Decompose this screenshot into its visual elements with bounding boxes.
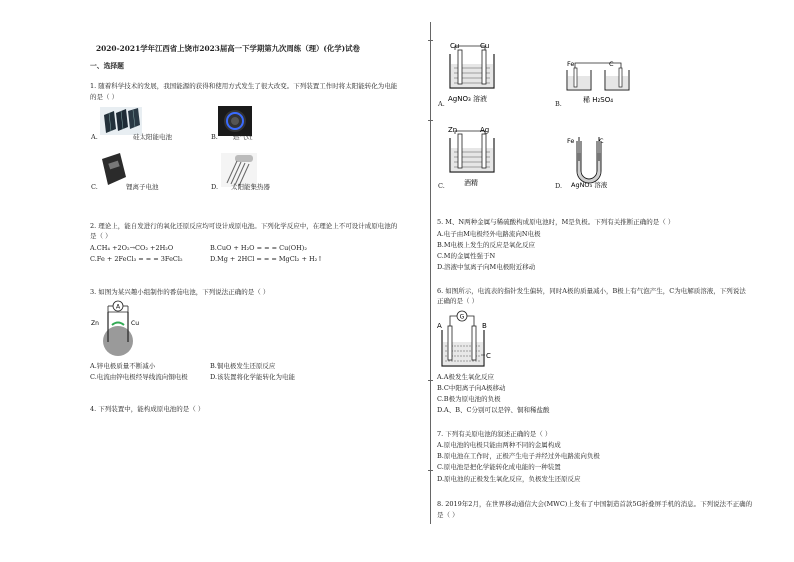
q4-c-electrode2: Ag [480,126,490,134]
q1-option-a: 硅太阳能电池 [133,133,172,141]
q3-option-a: A.锌电极质量不断减小 [90,362,156,370]
q4-stem: 4. 下列装置中，能构成原电池的是（ ） [90,405,205,413]
q4-c-electrode1: Zn [448,126,458,134]
document-title: 2020-2021学年江西省上饶市2023届高一下学期第九次周练（理）(化学)试卷 [96,44,360,53]
divider-tick [428,380,433,381]
q7-option-a: A.原电池的电极只能由两种不同的金属构成 [437,441,561,449]
q3-option-b: B.铜电极发生还原反应 [210,362,276,370]
q2-option-c: C.Fe + 2FeCl₃ = = = 3FeCl₂ [90,255,183,263]
q4-c-solution: 酒精 [464,179,478,187]
q1-option-c: 锂离子电池 [126,183,159,191]
q6-electrolyte-c-label: C [486,352,491,360]
q5-stem: 5. M、N两种金属与稀硫酸构成原电池时，M是负极。下列有关推断正确的是（ ） [437,218,675,226]
q6-option-c: C.B极为原电池的负极 [437,395,501,403]
q1-option-d-letter: D. [211,183,219,191]
q6-stem-line2: 正确的是（ ） [437,297,479,305]
q1-option-d: 太阳能集热器 [231,183,270,191]
gas-stove-image [218,106,252,136]
q4-beaker-c [446,123,506,191]
q2-option-d: D.Mg + 2HCl = = = MgCl₂ + H₂↑ [210,255,323,263]
q4-u-tube-d [565,135,625,190]
q2-stem-line2: 是（ ） [90,232,112,240]
q4-a-electrode1: Cu [450,42,460,50]
q7-option-c: C.原电池是把化学能转化成电能的一种装置 [437,463,561,471]
q1-option-a-letter: A. [91,133,98,141]
q6-option-d: D.A、B、C分别可以是锌、铜和稀盐酸 [437,406,550,414]
q4-b-electrode2: C [609,60,614,68]
q1-option-b: 燃气灶 [233,133,253,141]
q6-option-a: A.A极发生氧化反应 [437,373,494,381]
q5-option-c: C.M的金属性强于N [437,252,496,260]
q8-stem-line1: 8. 2019年2月，在世界移动通信大会(MWC)上发布了中国制造首款5G折叠屏手机的消息。下列说法不正确的 [437,500,753,508]
section-heading: 一、选择题 [90,62,124,70]
q1-stem-line2: 的是（ ） [90,93,119,101]
q3-option-c: C.电流由锌电极经导线流向铜电极 [90,373,188,381]
q3-option-d: D.该装置将化学能转化为电能 [210,373,296,381]
galvanometer-label: G [459,313,465,321]
q4-b-electrode1: Fe [567,60,575,68]
q8-stem-line2: 是（ ） [437,511,459,519]
q1-option-b-letter: B. [211,133,218,141]
q6-electrode-b-label: B [482,322,487,330]
q7-option-b: B.原电池在工作时，正极产生电子并经过外电路流向负极 [437,452,600,460]
q6-electrode-a-label: A [437,322,442,330]
q1-option-c-letter: C. [91,183,98,191]
divider-tick [428,470,433,471]
q4-a-electrode2: Cu [480,42,490,50]
q5-option-d: D.溶液中氢离子向M电极附近移动 [437,263,536,271]
q6-galvanic-cell-diagram [437,308,499,370]
q6-stem-line1: 6. 如图所示，电流表的指针发生偏转，同时A极的质量减小，B极上有气泡产生，C为电解质溶液，下列说法 [437,287,746,295]
q4-beaker-a [446,40,506,108]
q1-stem-line1: 1. 随着科学技术的发展，我国能源的获得和使用方式发生了很大改变。下列装置工作时将太阳能转化为电能 [90,82,398,90]
q4-option-b-letter: B. [555,100,562,108]
q6-option-b: B.C中阳离子向A极移动 [437,384,506,392]
divider-tick [428,40,433,41]
zn-electrode-label: Zn [91,320,99,327]
q2-option-b: B.CuO + H₂O = = = Cu(OH)₂ [210,244,307,252]
q4-a-solution: AgNO₃ 溶液 [448,95,488,103]
q5-option-b: B.M电极上发生的反应是氧化反应 [437,241,535,249]
tomato-battery-diagram [90,298,150,358]
divider-tick [428,120,433,121]
q4-d-solution: AgNO₃ 溶液 [571,181,608,189]
solar-panel-image [100,107,142,135]
q4-option-d-letter: D. [555,182,563,190]
q4-beakers-b [565,58,635,108]
column-divider [430,22,431,524]
ammeter-label: A [115,303,121,311]
cu-electrode-label: Cu [131,320,139,327]
q4-d-electrode1: Fe [567,137,575,145]
q7-option-d: D.原电池的正极发生氧化反应，负极发生还原反应 [437,475,581,483]
q4-option-c-letter: C. [438,182,445,190]
q4-d-electrode2: C [599,137,604,145]
q2-option-a: A.CH₄ +2O₂→CO₂ +2H₂O [90,244,174,252]
q3-stem: 3. 如图为某兴趣小组制作的番茄电池，下列说法正确的是（ ） [90,288,270,296]
q7-stem: 7. 下列有关原电池的叙述正确的是（ ） [437,430,552,438]
q4-b-solution: 稀 H₂SO₄ [583,96,614,104]
solar-water-heater-image [221,153,257,187]
q2-stem-line1: 2. 理论上，能自发进行的氧化还原反应均可设计成原电池。下列化学反应中，在理论上不可设计成原电池的 [90,222,398,230]
q4-option-a-letter: A. [438,100,445,108]
lithium-battery-image [100,153,128,185]
q5-option-a: A.电子由M电极经外电路流向N电极 [437,230,541,238]
